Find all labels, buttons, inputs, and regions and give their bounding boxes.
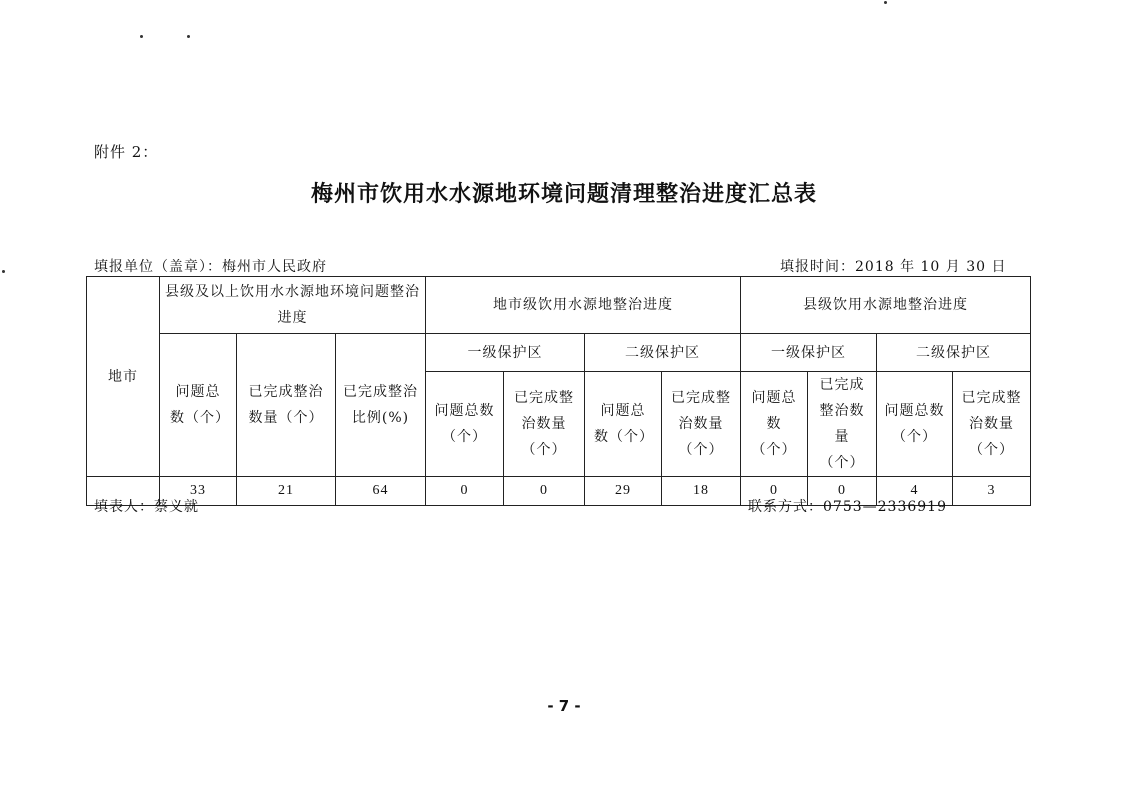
attachment-label: 附件 2： (94, 143, 159, 161)
cell-county-l2-total: 4 (877, 477, 953, 506)
header-county-l1-done-text: 已完成整治数量（个） (819, 377, 865, 471)
header-region: 地市 (87, 277, 160, 477)
header-total-issues-text: 问题总数（个） (170, 384, 230, 426)
cell-total-issues: 33 (160, 477, 237, 506)
summary-table (86, 276, 1031, 506)
scan-speck (884, 1, 887, 4)
header-completed-count (237, 334, 336, 477)
cell-city-l2-done: 18 (662, 477, 741, 506)
header-county-l1-total (741, 372, 808, 477)
cell-city-l1-total: 0 (426, 477, 504, 506)
cell-city-l2-total: 29 (585, 477, 662, 506)
cell-completed-count: 21 (237, 477, 336, 506)
header-city-l1-done-text: 已完成整治数量（个） (514, 390, 575, 458)
header-group-city: 地市级饮用水源地整治进度 (426, 277, 741, 334)
header-completed-ratio-text: 已完成整治比例(%) (343, 384, 419, 426)
header-city-l2-done (662, 372, 741, 477)
cell-county-l1-done: 0 (808, 477, 877, 506)
header-county-level1: 一级保护区 (741, 334, 877, 372)
cell-completed-ratio: 64 (336, 477, 426, 506)
scan-speck (140, 35, 143, 38)
header-total-issues (160, 334, 237, 477)
header-city-level1: 一级保护区 (426, 334, 585, 372)
header-city-l2-total (585, 372, 662, 477)
header-completed-count-text: 已完成整治数量（个） (248, 384, 324, 426)
scan-speck (2, 270, 5, 273)
header-city-level2: 二级保护区 (585, 334, 741, 372)
header-group-county-above-text: 县级及以上饮用水水源地环境问题整治进度 (165, 284, 421, 326)
header-county-l2-total-text: 问题总数（个） (884, 403, 945, 445)
header-county-l1-total-text: 问题总数（个） (751, 390, 797, 458)
filler-name: 填表人：蔡义就 (94, 499, 199, 515)
cell-county-l1-total: 0 (741, 477, 808, 506)
fill-unit: 填报单位（盖章）：梅州市人民政府 (94, 259, 327, 275)
fill-date: 填报时间：2018 年 10 月 30 日 (780, 259, 1007, 275)
header-city-l2-done-text: 已完成整治数量（个） (671, 390, 732, 458)
header-city-l1-total (426, 372, 504, 477)
header-county-l2-total (877, 372, 953, 477)
header-completed-ratio (336, 334, 426, 477)
page-title: 梅州市饮用水水源地环境问题清理整治进度汇总表 (310, 182, 817, 207)
header-group-county-above (160, 277, 426, 334)
cell-county-l2-done: 3 (953, 477, 1031, 506)
header-city-l2-total-text: 问题总数（个） (594, 403, 655, 445)
header-city-l1-total-text: 问题总数（个） (434, 403, 495, 445)
header-county-l2-done (953, 372, 1031, 477)
header-group-county: 县级饮用水源地整治进度 (741, 277, 1031, 334)
header-county-l2-done-text: 已完成整治数量（个） (961, 390, 1022, 458)
cell-city-l1-done: 0 (504, 477, 585, 506)
header-county-level2: 二级保护区 (877, 334, 1031, 372)
header-city-l1-done (504, 372, 585, 477)
contact-info: 联系方式：0753—2336919 (748, 499, 947, 515)
page-number: - 7 - (547, 697, 581, 715)
header-county-l1-done (808, 372, 877, 477)
scan-speck (187, 35, 190, 38)
